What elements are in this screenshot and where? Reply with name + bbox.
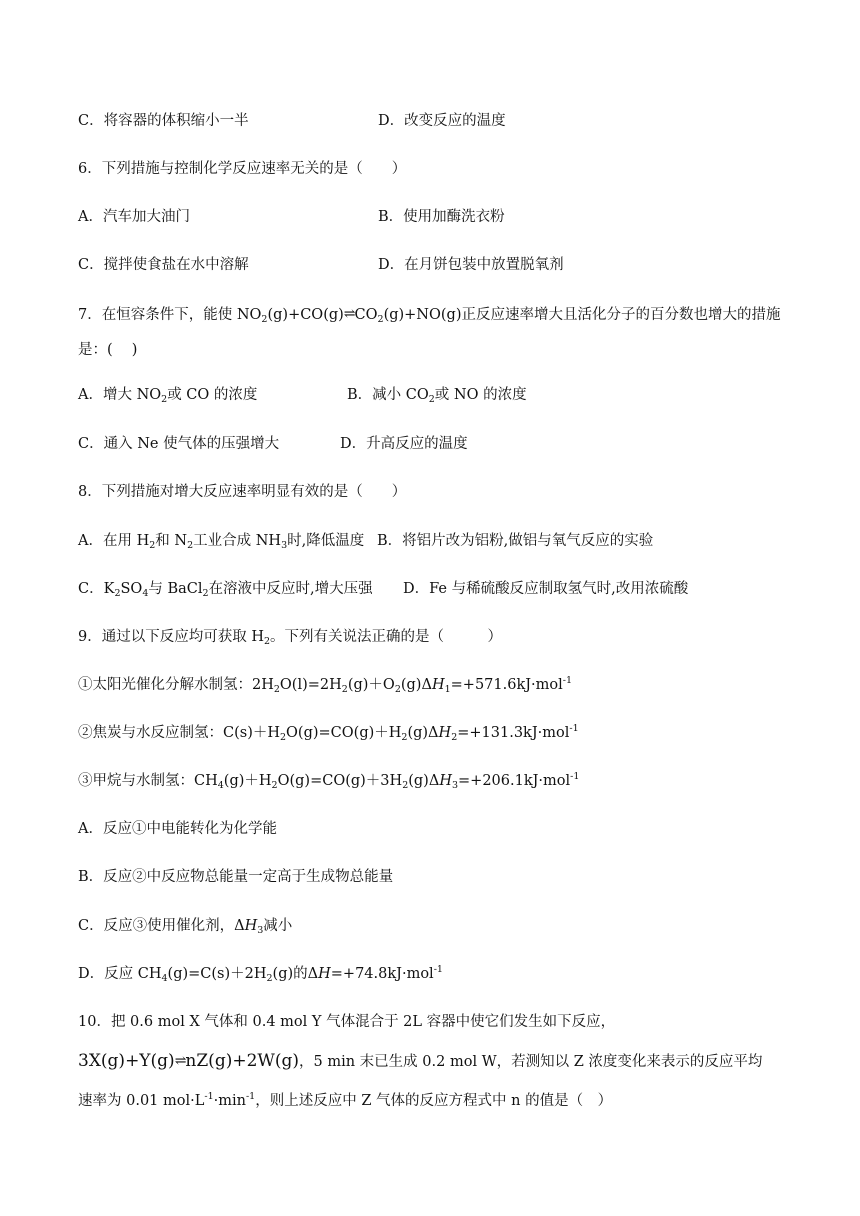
equilibrium-arrow-icon: ⇌ [343,306,355,322]
q5-option-d: D．改变反应的温度 [378,113,506,129]
q8-option-d: D．Fe 与稀硫酸反应制取氢气时,改用浓硫酸 [403,581,689,597]
q10-equation: 3X(g)+Y(g)⇌nZ(g)+2W(g) [78,1051,300,1071]
q6-option-a: A．汽车加大油门 [78,209,190,225]
q10-stem-line2: 3X(g)+Y(g)⇌nZ(g)+2W(g)，5 min 末已生成 0.2 mol W，若测知以 Z 浓度变化来表示的反应平均 [78,1051,763,1071]
q7-option-a: A．增大 $NO_2$或 CO 的浓度 [78,387,258,405]
q9-reaction-2: ②焦炭与水反应制氢：$C(s)+H_2O(g)=CO(g)+H_2(g)\Delta H_2=+131.3kJ\cdot mol^{-1}$ [78,723,579,743]
q8-option-c: C．$K_2SO_4$与 BaCl$_2$在溶液中反应时,增大压强 [78,581,373,599]
q9-option-b: B．反应②中反应物总能量一定高于生成物总能量 [78,869,394,885]
q7-option-d: D．升高反应的温度 [340,436,468,452]
q6-option-d: D．在月饼包装中放置脱氧剂 [378,257,564,273]
q7-option-c: C．通入 Ne 使气体的压强增大 [78,436,280,452]
q7-stem-line2: 是：( ) [78,342,138,358]
equilibrium-arrow-icon: ⇌ [174,1053,186,1069]
q7-option-b: B．减小 $CO_2$或 NO 的浓度 [347,387,527,405]
q10-stem-line1: 10．把 0.6 mol X 气体和 0.4 mol Y 气体混合于 2L 容器中使它们发生如下反应， [78,1014,616,1030]
q9-reaction-1: ①太阳光催化分解水制氢：$2H_2O(l)=2H_2(g)+O_2(g)\Delta H_1=+571.6kJ\cdot mol^{-1}$ [78,675,573,695]
q9-reaction-3: ③甲烷与水制氢：$CH_4(g)+H_2O(g)=CO(g)+3H_2(g)\Delta H_3=+206.1kJ\cdot mol^{-1}$ [78,771,580,791]
q6-option-c: C．搅拌使食盐在水中溶解 [78,257,249,273]
q10-stem-line3: 速率为 0.01 $mol\cdot L^{-1}\cdot\min^{-1}$，则上述反应中 Z 气体的反应方程式中 n 的值是（ ） [78,1091,613,1109]
q6-stem: 6．下列措施与控制化学反应速率无关的是（ ） [78,161,407,177]
q9-option-c: C．反应③使用催化剂，$\Delta H_3$减小 [78,918,293,936]
q9-option-a: A．反应①中电能转化为化学能 [78,821,277,837]
q7-stem: 7．在恒容条件下，能使 $NO_2(g)+CO(g)\rightleftharpoons CO_2(g)+NO(g)$正反应速率增大且活化分子的百分数也增大的措施 [78,306,781,325]
q8-stem: 8．下列措施对增大反应速率明显有效的是（ ） [78,484,407,500]
q8-option-a: A．在用 $H_2$和 $N_2$工业合成 $NH_3$时,降低温度 [78,533,365,551]
q8-option-b: B．将铝片改为铝粉,做铝与氧气反应的实验 [377,533,654,549]
q5-option-c: C．将容器的体积缩小一半 [78,113,249,129]
q9-stem: 9．通过以下反应均可获取 $H_2$。下列有关说法正确的是（ ） [78,629,503,647]
q6-option-b: B．使用加酶洗衣粉 [378,209,505,225]
q9-option-d: D．反应 $CH_4(g)=C(s)+2H_2(g)$的ΔH=+74.8kJ·mol$^{-1}$ [78,964,443,984]
